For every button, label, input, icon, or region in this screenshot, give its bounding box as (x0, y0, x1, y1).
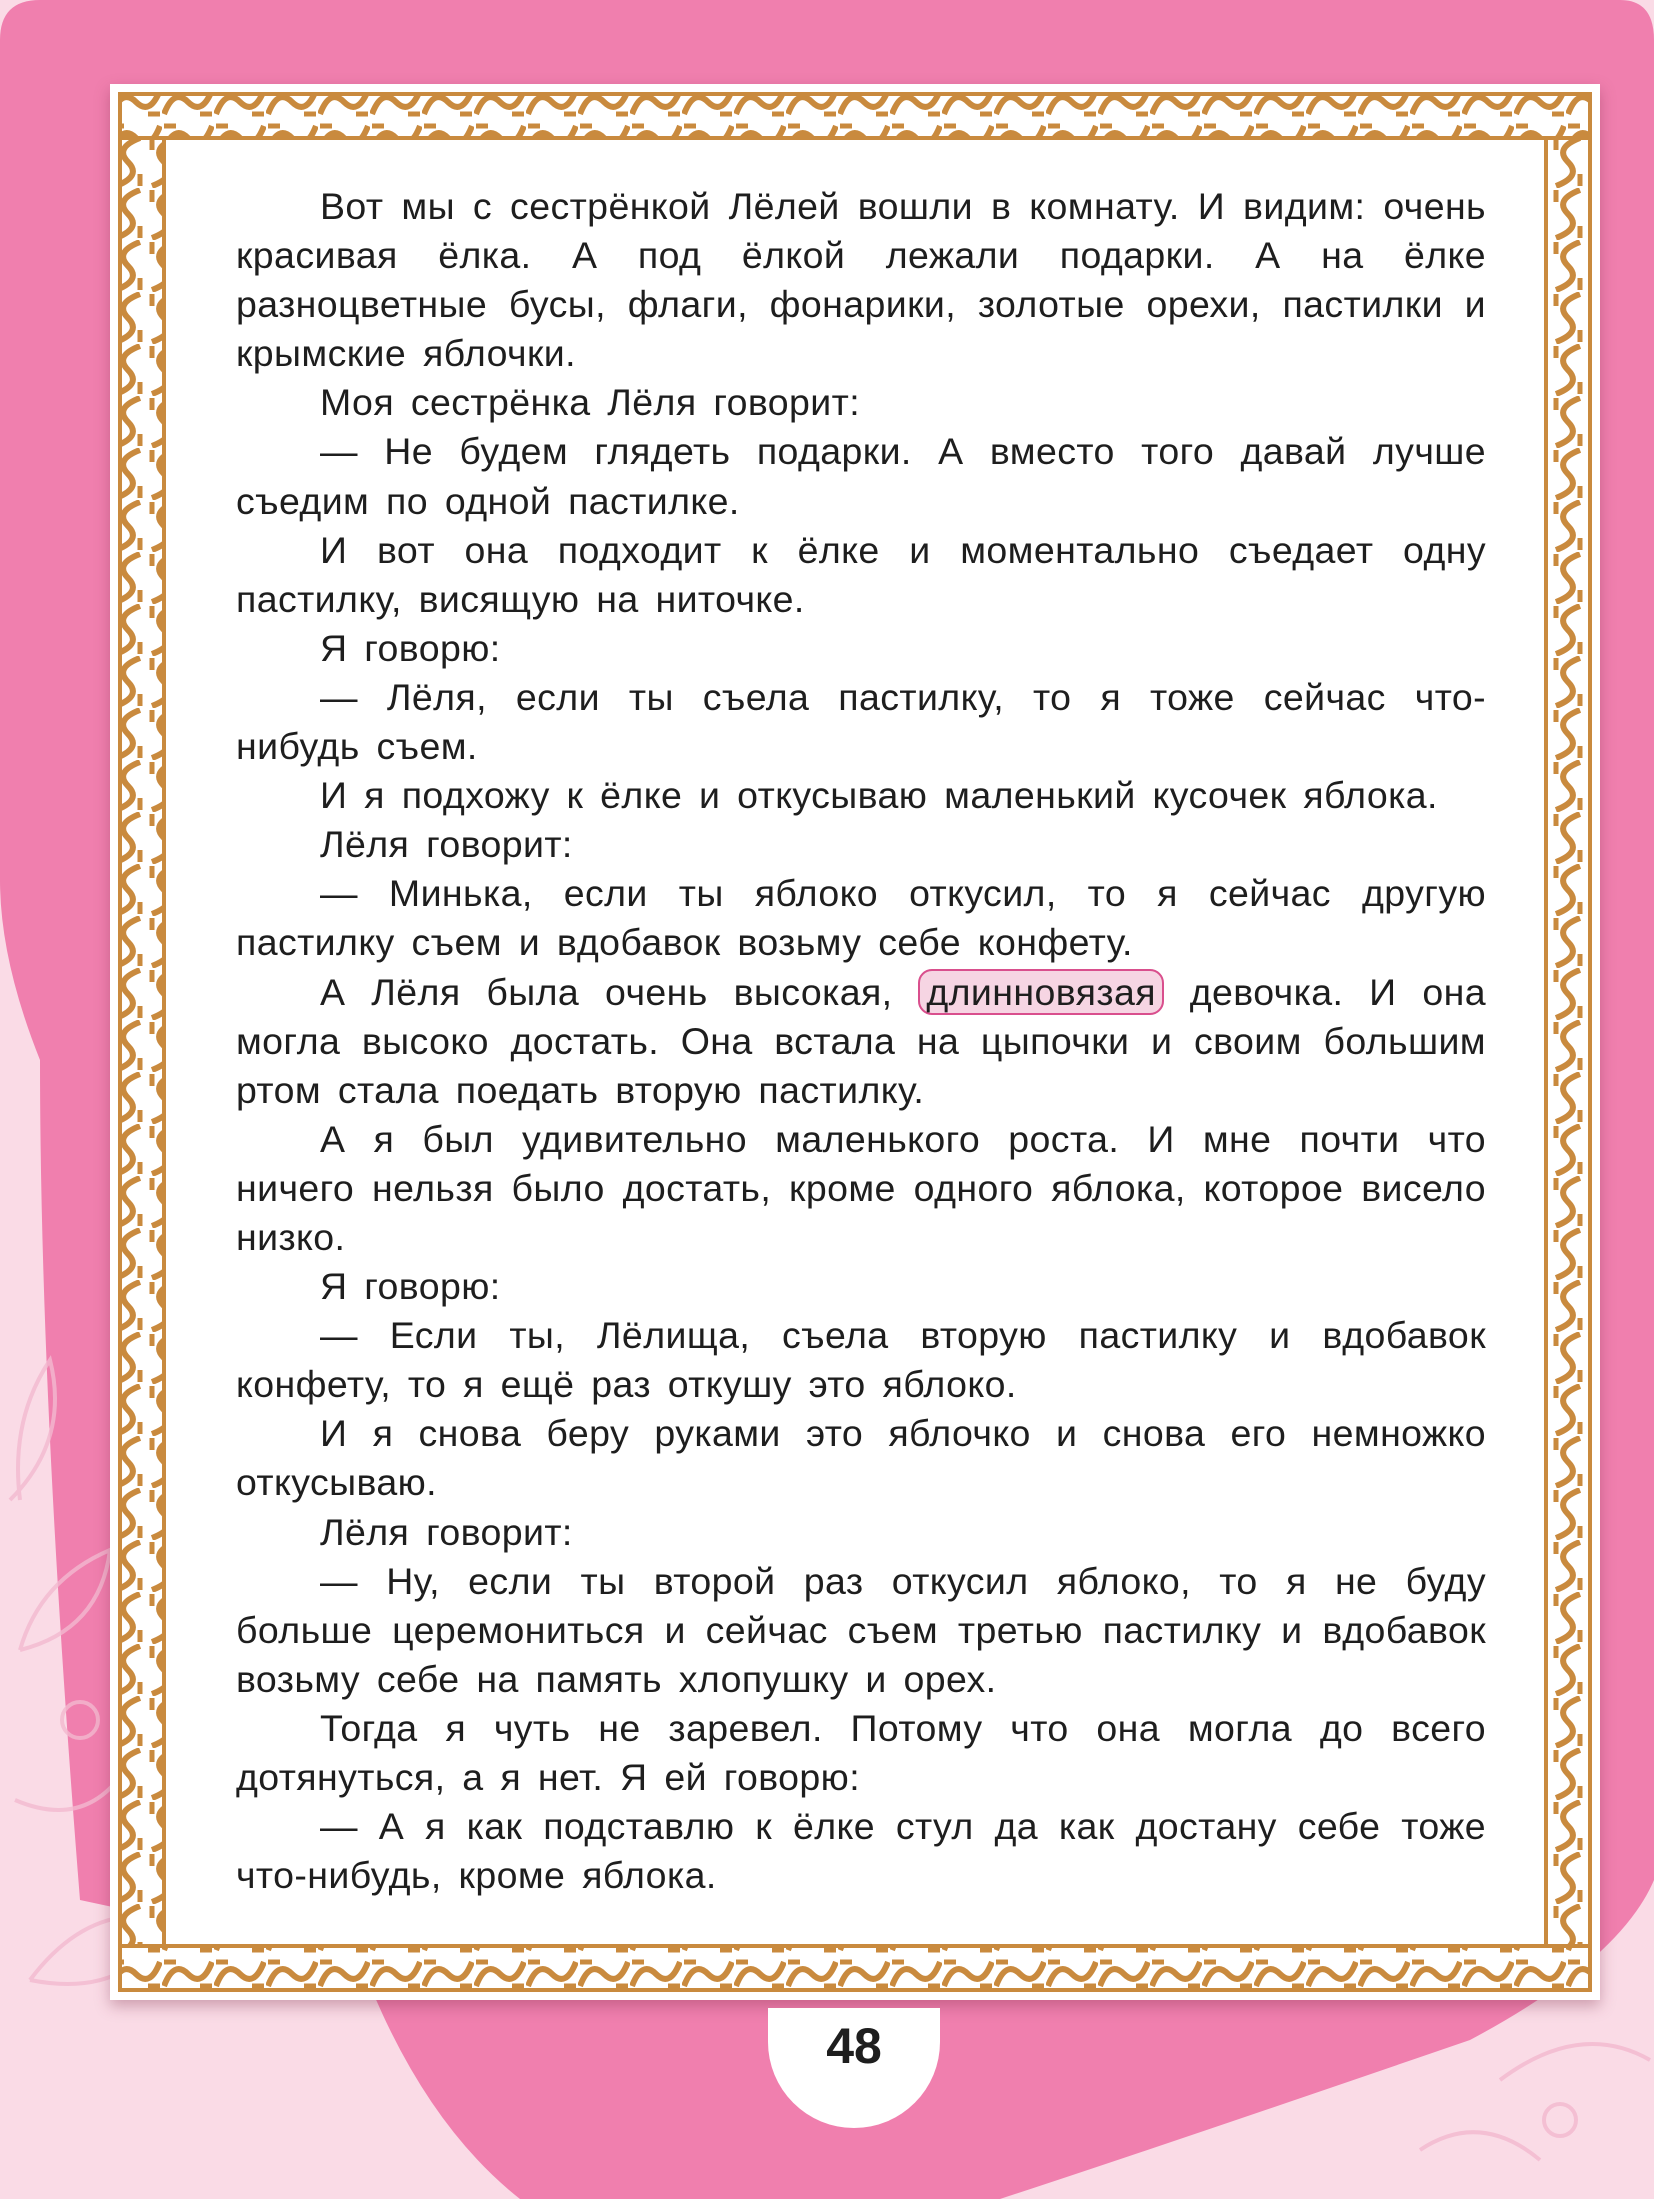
story-paragraph: — Минька, если ты яблоко откусил, то я сейчас другую пастилку съем и вдобавок возьму себе конфету. (236, 872, 1486, 964)
story-paragraph: Лёля говорит: (320, 823, 573, 866)
story-paragraph: Моя сестрёнка Лёля говорит: (320, 381, 861, 424)
text-segment: А Лёля была очень высокая, (320, 970, 919, 1013)
story-paragraph-highlight (236, 968, 1486, 1115)
page-number: 48 (826, 2018, 882, 2074)
story-paragraph: И вот она подходит к ёлке и моментально съедает одну пастилку, висящую на ниточке. (236, 528, 1486, 620)
story-paragraph: Лёля говорит: (320, 1510, 573, 1553)
story-paragraph: И я подхожу к ёлке и откусываю маленький кусочек яблока. (320, 774, 1438, 817)
story-paragraph: Я говорю: (320, 1265, 501, 1308)
story-paragraph: И я снова беру руками это яблочко и снова его немножко откусываю. (236, 1412, 1486, 1504)
story-paragraph: — Лёля, если ты съела пастилку, то я тоже сейчас что-нибудь съем. (236, 675, 1486, 768)
story-paragraph: Я говорю: (320, 626, 501, 669)
highlighted-word[interactable]: длинновязая (918, 969, 1164, 1015)
story-paragraph: — А я как подставлю к ёлке стул да как достану себе тоже что-нибудь, кроме яблока. (236, 1805, 1486, 1897)
text-segment: девочка. И она могла высоко достать. Она встала на цыпочки и своим большим ртом стала поедать вторую пастилку. (236, 970, 1486, 1111)
story-text (236, 182, 1486, 1900)
story-paragraph: Тогда я чуть не заревел. Потому что она могла до всего дотянуться, а я нет. Я ей говорю: (236, 1706, 1486, 1798)
page-sheet (110, 84, 1600, 2000)
story-paragraph: — Ну, если ты второй раз откусил яблоко, то я не буду больше церемониться и сейчас съем третью пастилку и вдобавок возьму себе на память хлопушку и орех. (236, 1559, 1486, 1700)
story-paragraph: — Если ты, Лёлища, съела вторую пастилку и вдобавок конфету, то я ещё раз откушу это яблоко. (236, 1314, 1486, 1406)
story-paragraph: Вот мы с сестрёнкой Лёлей вошли в комнату. И видим: очень красивая ёлка. А под ёлкой лежали подарки. А на ёлке разноцветные бусы, флаги, фонарики, золотые орехи, пастилки и крымские яблочки. (236, 185, 1486, 375)
story-paragraph: — Не будем глядеть подарки. А вместо того давай лучше съедим по одной пастилке. (236, 430, 1486, 522)
story-paragraph: А я был удивительно маленького роста. И мне почти что ничего нельзя было достать, кроме одного яблока, которое висело низко. (236, 1117, 1486, 1258)
